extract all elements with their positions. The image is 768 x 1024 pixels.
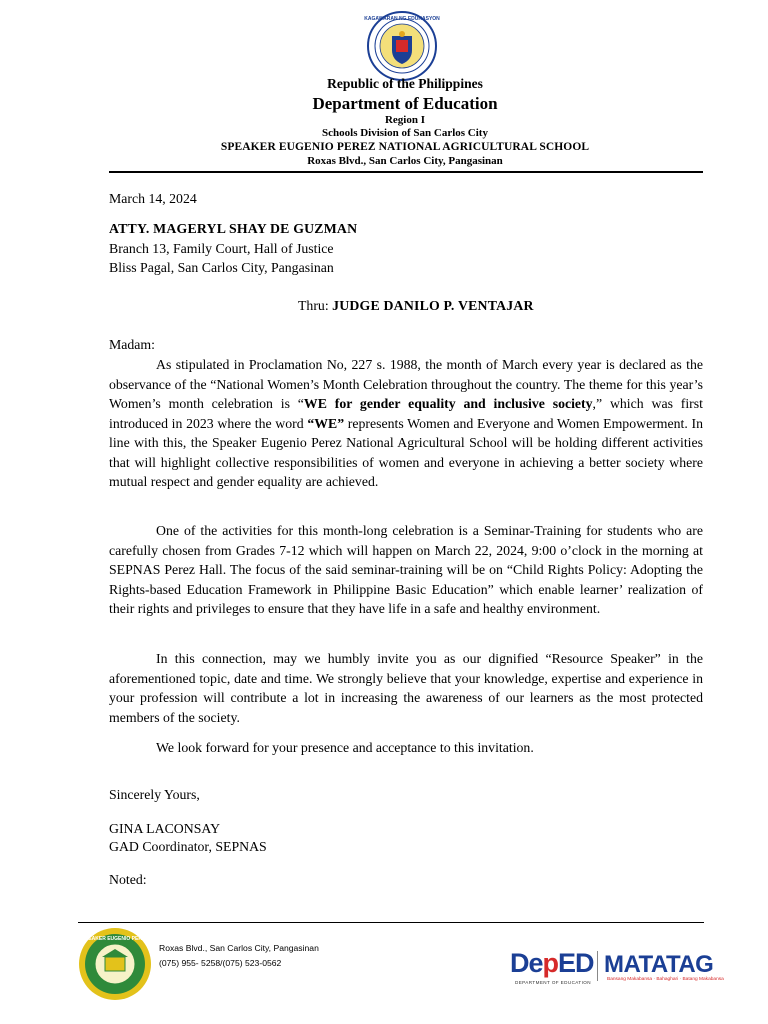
deped-logo-part-2: p xyxy=(542,948,559,978)
matatag-tagline: Bansang Makabansa · Bahaghari · Batang Makabansa xyxy=(607,977,724,982)
letterhead-region: Region I xyxy=(384,114,426,126)
svg-text:SPEAKER EUGENIO PEREZ: SPEAKER EUGENIO PEREZ xyxy=(81,936,149,942)
addressee-line-1: Branch 13, Family Court, Hall of Justice xyxy=(109,241,334,256)
sepnas-seal-icon xyxy=(78,927,152,1001)
paragraph-1 xyxy=(109,355,703,492)
logo-divider xyxy=(597,951,598,981)
letterhead-divider xyxy=(109,171,703,173)
letterhead-department: Department of Education xyxy=(312,94,498,113)
paragraph-3: In this connection, may we humbly invite you as our dignified “Resource Speaker” in the aforementioned topic, date and time. We strongly believe that your knowledge, expertise and experience in your profession will contribute a lot in increasing the awareness of our learners as the most protected members of the society. xyxy=(109,651,703,725)
thru-prefix: Thru: xyxy=(298,298,333,313)
paragraph-4: We look forward for your presence and acceptance to this invitation. xyxy=(156,740,534,755)
paragraph-2: One of the activities for this month-long celebration is a Seminar-Training for students who are carefully chosen from Grades 7-12 which will happen on March 22, 2024, 9:00 o’clock in the morning at SEPNAS Perez Hall. The focus of the said seminar-training will be on “Child Rights Policy: Adopting the Rights-based Education Framework in Philippine Basic Education” which enable learner’ realization of their rights and privileges to ensure that they have life in a safe and healthy environment. xyxy=(109,523,703,616)
footer-divider xyxy=(78,922,704,923)
letter-date: March 14, 2024 xyxy=(109,191,197,206)
deped-logo xyxy=(510,948,594,979)
svg-text:KAGAWARAN NG EDUKASYON: KAGAWARAN NG EDUKASYON xyxy=(364,16,440,22)
paragraph-1-text-c: represents Women and Everyone and Women Empowerment. In line with this, the Speaker Eugenio Perez National Agricultural School will be holding different activities that will highlight collective responsibilities of women and everyone in achieving a better society where mutual respect and gender equality are achieved. xyxy=(109,415,703,489)
addressee-name: ATTY. MAGERYL SHAY DE GUZMAN xyxy=(109,221,358,236)
letterhead-school: SPEAKER EUGENIO PEREZ NATIONAL AGRICULTURAL SCHOOL xyxy=(220,141,590,153)
thru-name: JUDGE DANILO P. VENTAJAR xyxy=(332,298,534,313)
deped-subtitle: DEPARTMENT OF EDUCATION xyxy=(515,980,591,985)
deped-seal-icon xyxy=(358,10,446,82)
letterhead-division: Schools Division of San Carlos City xyxy=(322,127,488,139)
noted-label: Noted: xyxy=(109,872,147,887)
footer-phone: (075) 955- 5258/(075) 523-0562 xyxy=(159,958,282,968)
salutation: Madam: xyxy=(109,337,155,352)
paragraph-1-text-b: ,” which was first introduced in 2023 where the word xyxy=(109,396,703,431)
deped-logo-part-1: De xyxy=(510,948,543,978)
deped-logo-part-3: ED xyxy=(558,948,594,978)
footer-address: Roxas Blvd., San Carlos City, Pangasinan xyxy=(159,943,319,953)
we-word: “WE” xyxy=(307,415,345,431)
signer-title: GAD Coordinator, SEPNAS xyxy=(109,839,267,854)
matatag-logo: MATATAG xyxy=(604,951,714,978)
signer-name: GINA LACONSAY xyxy=(109,821,221,836)
addressee-line-2: Bliss Pagal, San Carlos City, Pangasinan xyxy=(109,260,334,275)
thru-line xyxy=(298,298,534,314)
paragraph-1-text-a: As stipulated in Proclamation No, 227 s. 1988, the month of March every year is declared as the observance of the “National Women’s Month Celebration throughout the country. The theme for this year’s Women’s month celebration is “ xyxy=(109,357,703,411)
theme-text: WE for gender equality and inclusive society xyxy=(303,396,593,411)
letterhead-republic: Republic of the Philippines xyxy=(327,76,483,91)
letterhead-address: Roxas Blvd., San Carlos City, Pangasinan xyxy=(307,155,503,167)
closing: Sincerely Yours, xyxy=(109,787,200,802)
